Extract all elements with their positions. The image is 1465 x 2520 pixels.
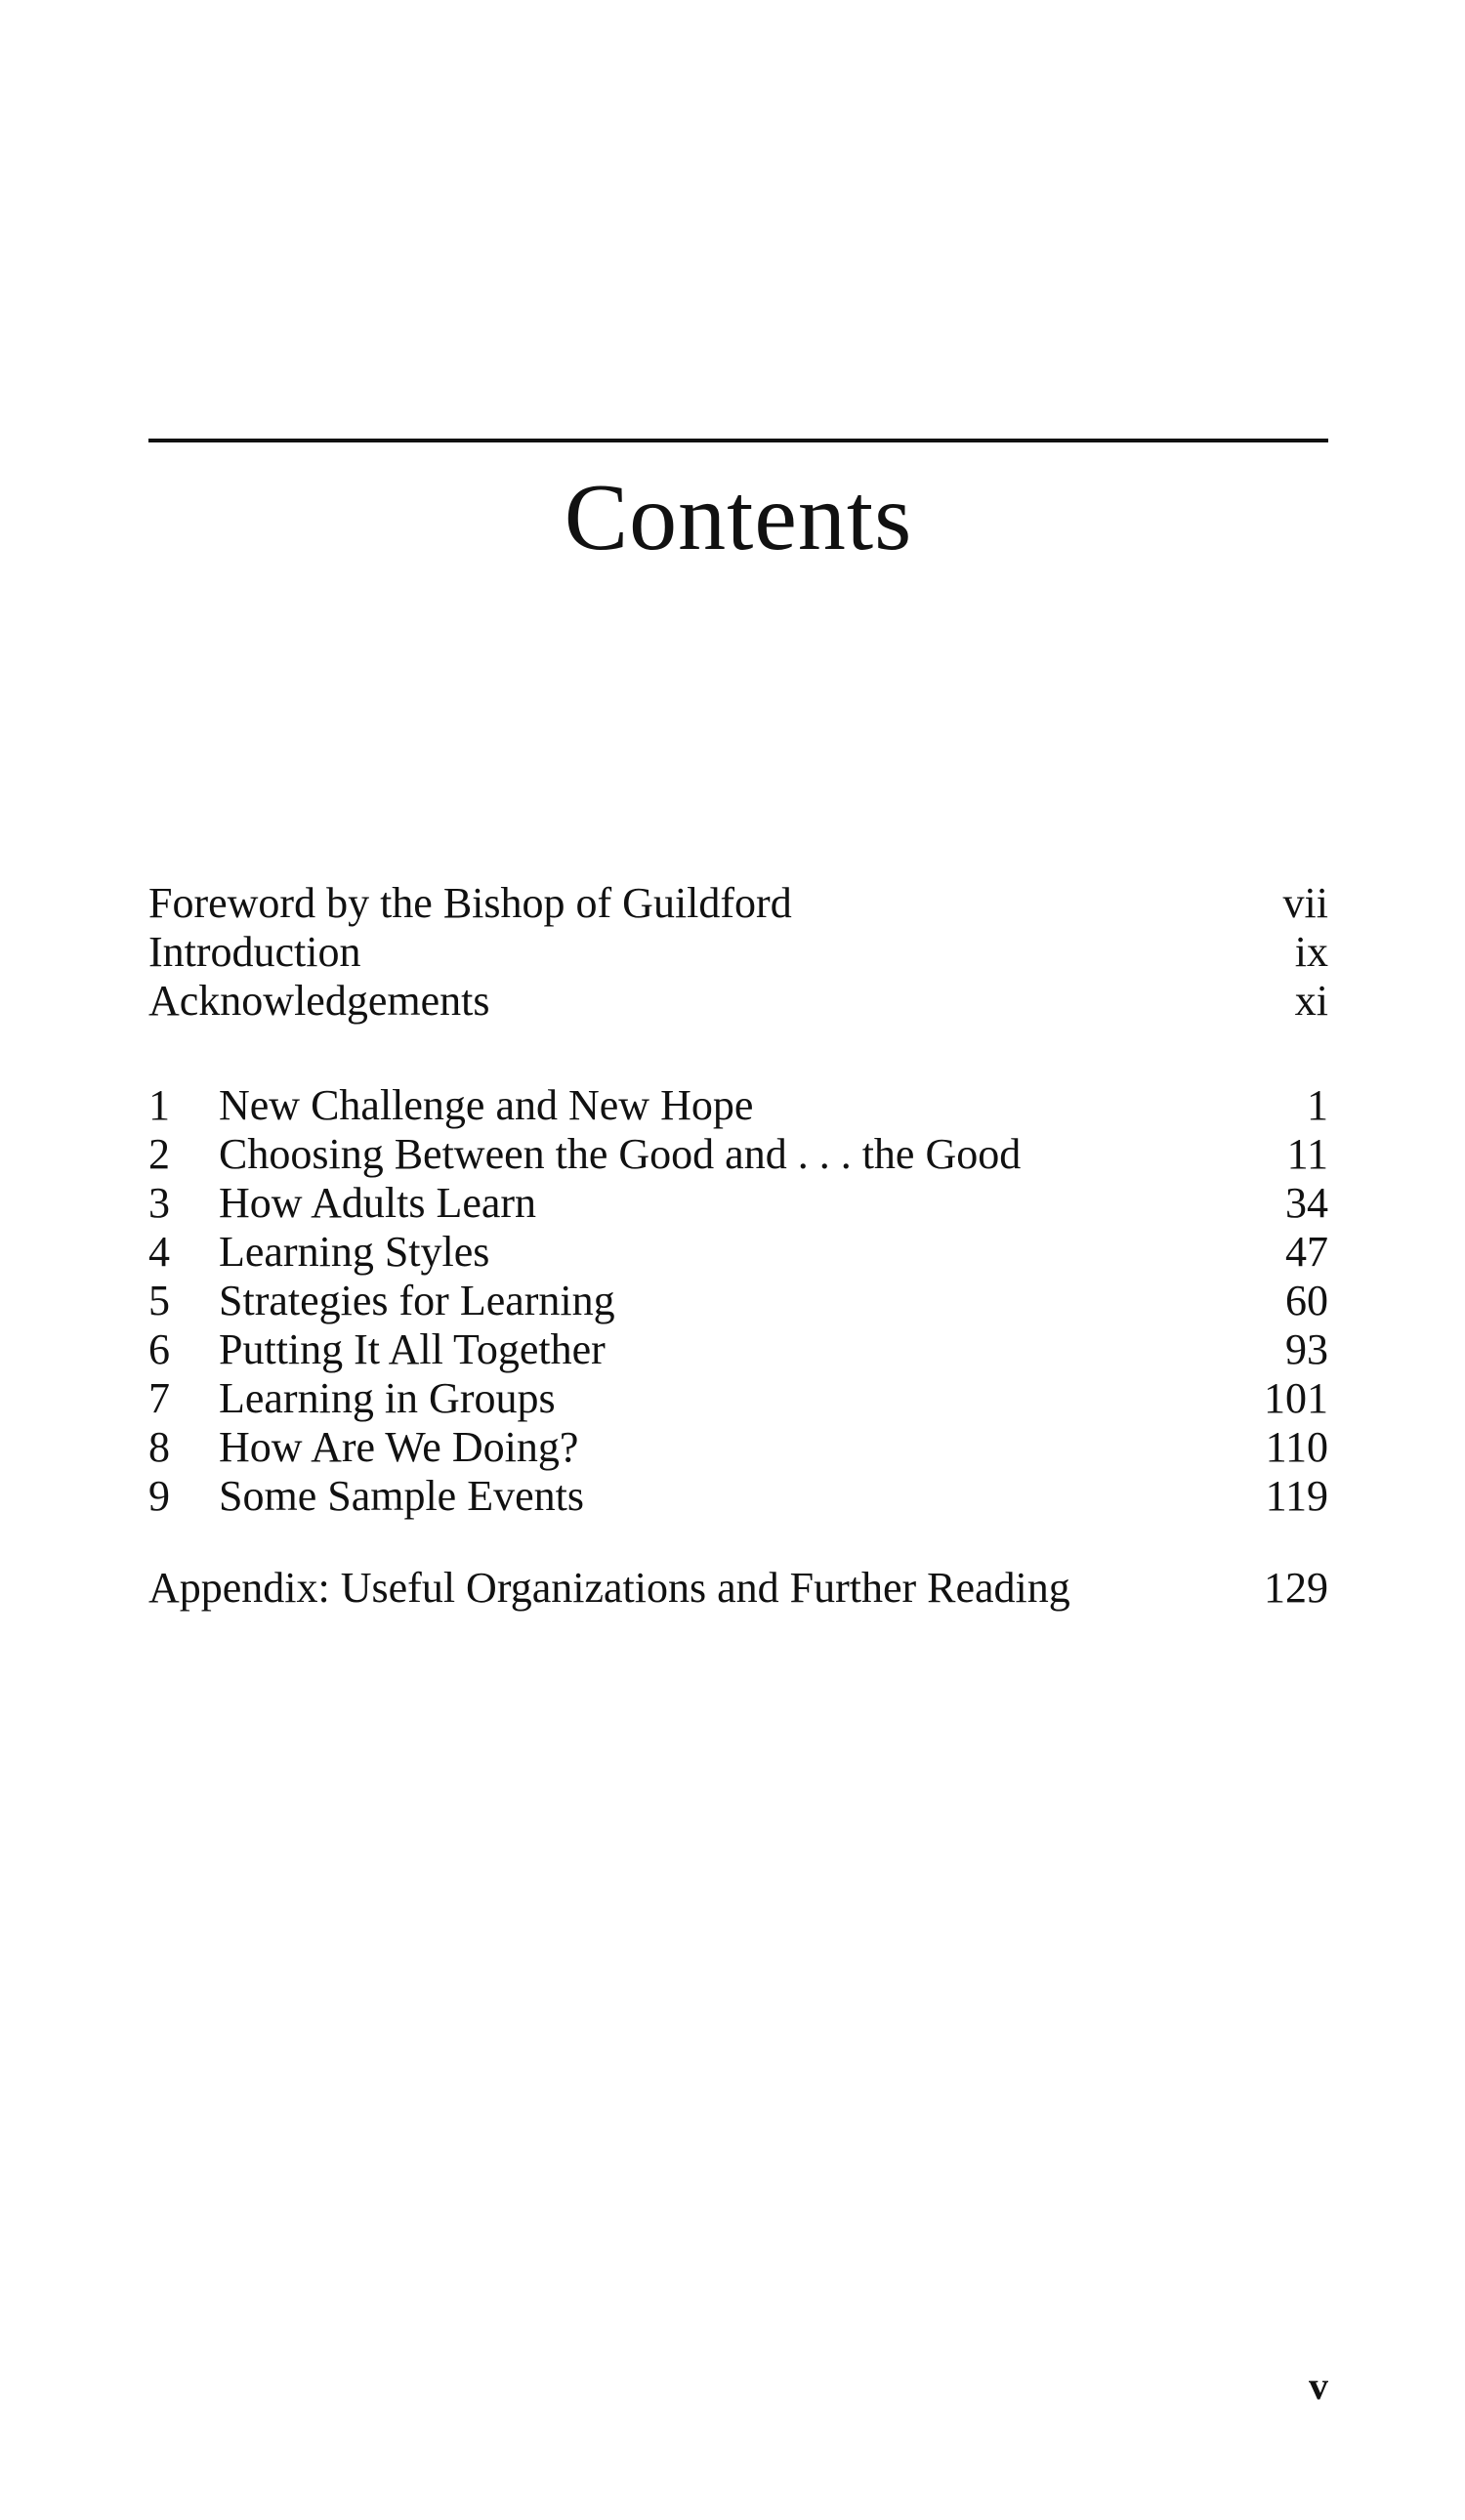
chapter-number: 2 [148,1130,170,1178]
toc-entry-acknowledgements [148,977,1328,1026]
toc-chapter-9 [148,1472,1328,1521]
toc-chapter-4 [148,1228,1328,1277]
chapter-number: 7 [148,1374,170,1422]
chapter-title: Some Sample Events [219,1472,584,1520]
toc-entry-foreword [148,879,1328,928]
chapter-number: 8 [148,1423,170,1471]
toc-entry-label: Appendix: Useful Organizations and Further Reading [148,1564,1070,1612]
chapter-title: Choosing Between the Good and . . . the Good [219,1130,1022,1178]
back-matter-list [148,1564,1328,1613]
chapter-page: 1 [1307,1081,1328,1129]
chapter-page: 119 [1265,1472,1328,1520]
page-number: v [1309,2364,1328,2408]
toc-entry-page: 129 [1264,1564,1328,1612]
chapter-number: 4 [148,1228,170,1276]
toc-chapter-1 [148,1081,1328,1130]
chapter-page: 101 [1264,1374,1328,1422]
chapter-page: 34 [1285,1179,1328,1227]
toc-chapter-6 [148,1325,1328,1374]
chapter-page: 60 [1285,1277,1328,1324]
page-title: Contents [564,465,913,570]
chapter-page: 47 [1285,1228,1328,1276]
toc-entry-appendix [148,1564,1328,1613]
toc-chapter-3 [148,1179,1328,1228]
toc-entry-label: Foreword by the Bishop of Guildford [148,879,792,927]
chapter-list [148,1081,1328,1521]
chapter-page: 11 [1286,1130,1328,1178]
chapter-title: Learning in Groups [219,1374,556,1422]
toc-entry-label: Acknowledgements [148,977,490,1025]
title-rule [148,439,1328,442]
toc-entry-label: Introduction [148,928,361,976]
toc-chapter-2 [148,1130,1328,1179]
toc-entry-page: ix [1294,928,1328,976]
chapter-title: Strategies for Learning [219,1277,615,1324]
chapter-page: 110 [1265,1423,1328,1471]
chapter-title: How Adults Learn [219,1179,537,1227]
chapter-page: 93 [1285,1325,1328,1373]
chapter-number: 9 [148,1472,170,1520]
toc-chapter-7 [148,1374,1328,1423]
chapter-title: Putting It All Together [219,1325,606,1373]
toc-entry-page: xi [1294,977,1328,1025]
toc-chapter-5 [148,1277,1328,1325]
toc-entry-introduction [148,928,1328,977]
chapter-number: 5 [148,1277,170,1324]
chapter-number: 3 [148,1179,170,1227]
chapter-title: New Challenge and New Hope [219,1081,754,1129]
toc-chapter-8 [148,1423,1328,1472]
toc-entry-page: vii [1282,879,1328,927]
chapter-number: 6 [148,1325,170,1373]
front-matter-list [148,879,1328,1026]
chapter-title: How Are We Doing? [219,1423,579,1471]
chapter-title: Learning Styles [219,1228,490,1276]
chapter-number: 1 [148,1081,170,1129]
